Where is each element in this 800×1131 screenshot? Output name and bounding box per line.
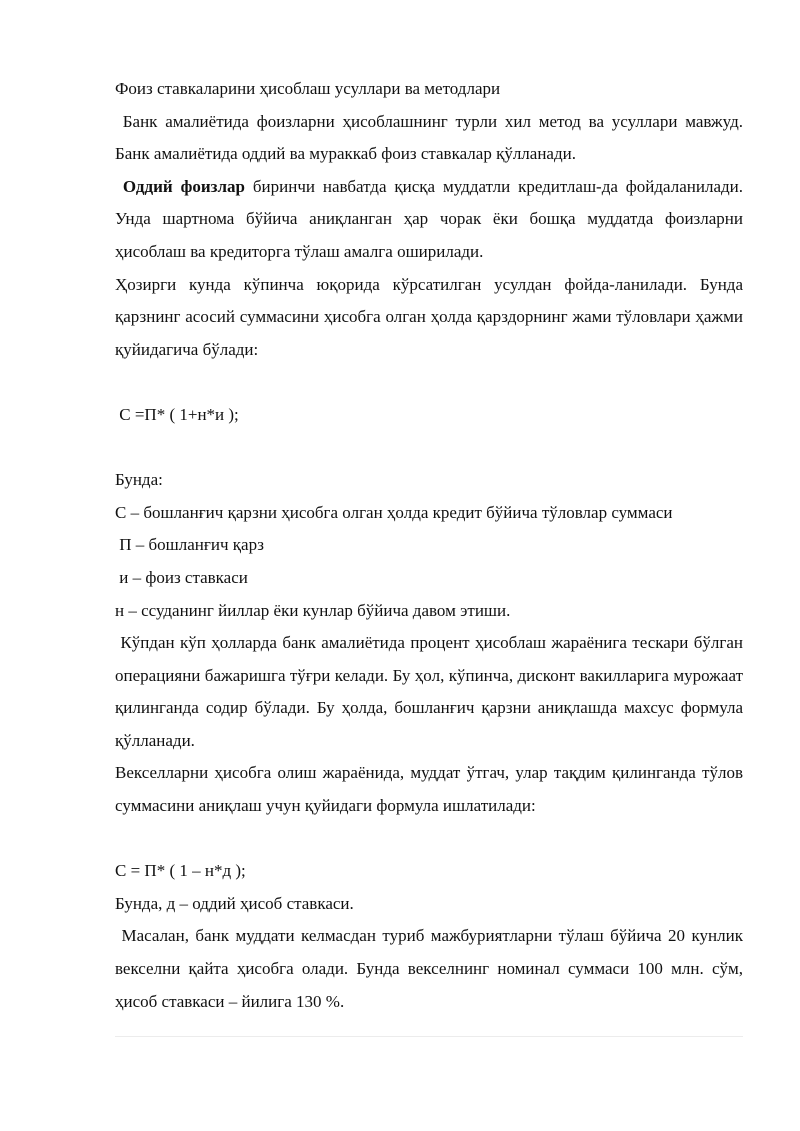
paragraph-intro: Банк амалиётида фоизларни ҳисоблашнинг турли хил метод ва усуллари мавжуд. Банк амалиётида оддий ва мураккаб фоиз ставкалар қўлланади. [115, 111, 748, 164]
footer-divider [115, 1036, 743, 1037]
paragraph-simple-interest-text: биринчи навбатда қисқа муддатли кредитлаш-да фойдаланилади. Унда шартнома бўйича аниқланган ҳар чорак ёки бошқа муддатда фоизларни ҳисоблаш ва кредиторга тўлаш амалга оширилади. [115, 176, 748, 261]
paragraph-simple-interest [115, 171, 748, 269]
spacer [115, 432, 743, 465]
paragraph-discount: Кўпдан кўп ҳолларда банк амалиётида процент ҳисоблаш жараёнига тескари бўлган операцияни бажаришга тўғри келади. Бу ҳол, кўпинча, дисконт вакилларига мурожаат қилинганда содир бўлади. Бу ҳолда, бошланғич қарзни аниқлашда махсус формула қўлланади. [115, 633, 748, 750]
document-heading: Фоиз ставкаларини ҳисоблаш усуллари ва методлари [115, 79, 501, 98]
paragraph-bills: Векселларни ҳисобга олиш жараёнида, муддат ўтгач, улар тақдим қилинганда тўлов суммасини аниқлаш учун қуйидаги формула ишлатилади: [115, 763, 743, 816]
formula-discount: С = П* ( 1 – н*д ); [115, 861, 246, 881]
definition-n: н – ссуданинг йиллар ёки кунлар бўйича давом этиши. [115, 600, 511, 620]
spacer [115, 366, 743, 399]
definition-c: С – бошланғич қарзни ҳисобга олган ҳолда кредит бўйича тўловлар суммаси [115, 502, 673, 522]
paragraph-example: Масалан, банк муддати келмасдан туриб мажбуриятларни тўлаш бўйича 20 кунлик векселни қайта ҳисобга олади. Бунда векселнинг номинал суммаси 100 млн. сўм, ҳисоб ставкаси – йилига 130 %. [115, 926, 748, 1011]
spacer [115, 823, 743, 856]
paragraph-usage: Ҳозирги кунда кўпинча юқорида кўрсатилган усулдан фойда-ланилади. Бунда қарзнинг асосий суммасини ҳисобга олган ҳолда қарздорнинг жами тўловлари ҳажми қуйидагича бўлади: [115, 274, 743, 359]
term-simple-interest: Оддий фоизлар [115, 176, 245, 196]
document-page [115, 73, 748, 1018]
definition-i: и – фоиз ставкаси [115, 567, 248, 587]
definitions-label: Бунда: [115, 470, 163, 490]
definition-p: П – бошланғич қарз [115, 535, 264, 555]
formula-simple-interest: С =П* ( 1+н*и ); [115, 404, 239, 424]
definition-d: Бунда, д – оддий ҳисоб ставкаси. [115, 893, 354, 913]
